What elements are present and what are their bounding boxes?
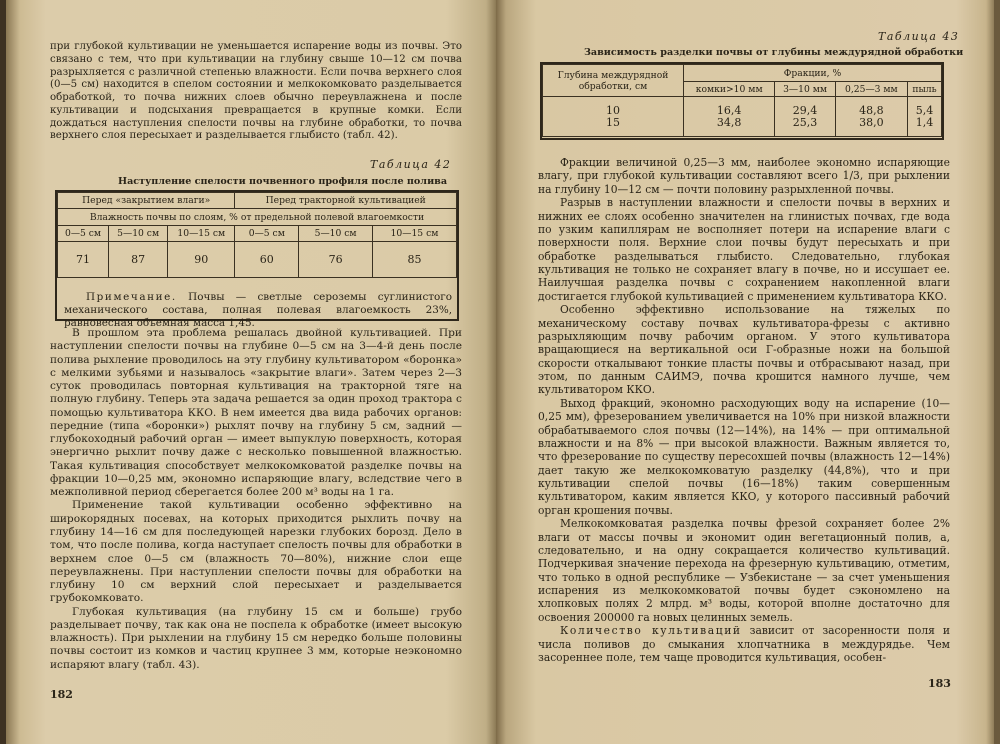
table42-note — [64, 291, 452, 331]
paragraph: В прошлом эта проблема решалась двойной культивацией. При наступлении спелости почвы на глубине 0—5 см на 3—4-й день после полива рыхление проводилось на эту глубину культиватором «боронка» с мелкими зубьями и называлось «закрытие влаги». Затем через 2—3 суток проводилась повторная культивация на тракторной тяге на полную глубину. Теперь эта задача решается за один проход трактора с помощью культиватора ККО. В нем имеется два вида рабочих органов: передние (типа «боронки») рыхлят почву на глубину 5 см, задний — глубокоходный рабочий орган — имеет выпуклую поверхность, которая энергично рыхлит почву даже с несколько повышенной влажностью. Такая культивация способствует мелкокомковатой разделке почвы на фракции 10—0,25 мм, экономно испаряющие влагу, вследствие чего в межполивной период сберегается более 200 м³ воды на 1 га. — [50, 327, 462, 499]
table42-col: 10—15 см — [372, 226, 456, 242]
left-bottom-text — [50, 327, 462, 672]
table43 — [542, 64, 942, 137]
table42-cell: 85 — [372, 242, 456, 278]
table42-col: 5—10 см — [109, 226, 168, 242]
left-top-text — [50, 41, 462, 143]
table42-col: 0—5 см — [58, 226, 109, 242]
table43-col: комки>10 мм — [684, 82, 775, 97]
table42 — [57, 192, 457, 278]
table42-cell: 76 — [299, 242, 373, 278]
table42-cell: 87 — [109, 242, 168, 278]
table43-value: 16,4 — [716, 103, 742, 117]
table43-value: 38,0 — [859, 115, 884, 129]
table43-col: 0,25—3 мм — [835, 82, 907, 97]
table43-row-header: Глубина междурядной обработки, см — [543, 65, 684, 97]
table43-value: 29,4 — [792, 103, 818, 117]
note-text: Почвы — светлые сероземы суглинистого механического состава, полная полевая влагоемкость 23%, равновесная объемная масса 1,45. — [64, 291, 452, 330]
table43-value: 1,4 — [915, 115, 934, 129]
paragraph: Разрыв в наступлении влажности и спелости почвы в верхних и нижних ее слоях особенно значителен на глинистых почвах, где вода по узким капиллярам не восполняет потери на испарение влаги с поверхности поля. Верхние слои почвы будут пересыхать и при обработке разделываться глыбисто. Следовательно, глубокая культивация не только не сохраняет влагу в почве, но и иссушает ее. Наилучшая разделка почвы с сохранением накопленной влаги достигается глубокой культивацией с применением культиватора ККО. — [538, 196, 950, 303]
page-number-left: 182 — [50, 688, 73, 701]
paragraph: Мелкокомковатая разделка почвы фрезой сохраняет более 2% влаги от массы почвы и экономит один вегетационный полив, а, следовательно, и на одну сокращается количество культиваций. Подчеркивая значение перехода на фрезерную культивацию, отметим, что только в одной республике — Узбекистане — за счет уменьшения испарения из мелкокомковатой почвы будет сэкономлено на хлопковых полях 2 млрд. м³ воды, которой вполне достаточно для освоения 200000 га новых целинных земель. — [538, 517, 950, 624]
table42-col: 10—15 см — [168, 226, 235, 242]
table42-cell: 71 — [58, 242, 109, 278]
table43-cell — [907, 97, 941, 137]
page-number-right: 183 — [928, 677, 951, 690]
table43-cell — [835, 97, 907, 137]
table42-subheader: Влажность почвы по слоям, % от предельной полевой влагоемкости — [58, 209, 457, 226]
table43-value: 5,4 — [915, 103, 934, 117]
table43-cell — [775, 97, 835, 137]
paragraph: при глубокой культивации не уменьшается испарение воды из почвы. Это связано с тем, что при культивации на глубину свыше 10—12 см почва разрыхляется с различной степенью влажности. Если почва верхнего слоя (0—5 см) находится в спелом состоянии и мелкокомковато разделывается обработкой, то почва нижних слоев обычно переувлажнена и после культивации и подсыхания превращается в крупные комки. Если дождаться наступления спелости почвы на глубине обработки, то почва верхнего слоя пересыхает и разделывается глыбисто (табл. 42). — [50, 41, 462, 142]
table43-col: 3—10 мм — [775, 82, 835, 97]
table43-depth: 15 — [606, 115, 620, 129]
table43-depths — [543, 97, 684, 137]
table42-col: 0—5 см — [235, 226, 299, 242]
paragraph-rest: зависит от засоренности поля и числа поливов до смыкания хлопчатника в междурядье. Чем засореннее поле, тем чаще проводится культивация, особен- — [538, 624, 950, 664]
paragraph: Выход фракций, экономно расходующих воду на испарение (10—0,25 мм), фрезерованием увеличивается на 10% при низкой влажности обрабатываемого слоя почвы (12—14%), на 14% — при оптимальной влажности и на 8% — при высокой влажности. Важным является то, что фрезерование по существу пересохшей почвы (влажность 12—14%) дает такую же мелкокомковатую разделку (44,8%), что и при культивации спелой почвы (16—18%) таким совершенным культиватором, каким является ККО, у которого пассивный рабочий орган крошения почвы. — [538, 396, 950, 517]
paragraph-last — [538, 624, 950, 664]
table43-value: 48,8 — [859, 103, 884, 117]
table42-cell: 60 — [235, 242, 299, 278]
table43-cell — [684, 97, 775, 137]
table43-col: пыль — [907, 82, 941, 97]
table43-label: Таблица 43 — [878, 30, 960, 43]
left-page — [6, 0, 496, 744]
paragraph: Глубокая культивация (на глубину 15 см и больше) грубо разделывает почву, так как она не поспела к обработке (имеет высокую влажность). При рыхлении на глубину 15 см нередко больше половины почвы состоит из комков и частиц крупнее 3 мм, которые неэкономно испаряют влагу (табл. 43). — [50, 605, 462, 671]
note-label: Примечание. — [86, 291, 177, 303]
table42-col: 5—10 см — [299, 226, 373, 242]
table42-group2: Перед тракторной культивацией — [235, 193, 457, 209]
table43-title: Зависимость разделки почвы от глубины междурядной обработки — [584, 47, 964, 58]
paragraph: Особенно эффективно использование на тяжелых по механическому составу почвах культиватора-фрезы с активно разрыхляющим почву рабочим органом. У этого культиватора вращающиеся на вертикальной оси Г-образные ножи на большой скорости откалывают тонкие пласты почвы и отбрасывают назад, при этом, по данным САИМЭ, почва крошится намного лучше, чем культиватором ККО. — [538, 303, 950, 397]
table43-depth: 10 — [606, 103, 620, 117]
table43-value: 34,8 — [716, 115, 742, 129]
right-text — [538, 156, 950, 664]
paragraph: Применение такой культивации особенно эффективно на широкорядных посевах, на которых приходится рыхлить почву на глубину 14—16 см для последующей нарезки глубоких борозд. Дело в том, что после полива, когда наступает спелость почвы для обработки в верхнем слое 0—5 см (влажность 70—80%), нижние слои еще переувлажнены. При наступлении спелости почвы для обработки на глубину 10 см верхний слой пересыхает и разделывается грубокомковато. — [50, 499, 462, 605]
paragraph: Фракции величиной 0,25—3 мм, наиболее экономно испаряющие влагу, при глубокой культивации составляют всего 1/3, при рыхлении на глубину 10—12 см — почти половину разрыхленной почвы. — [538, 156, 950, 196]
table42-title: Наступление спелости почвенного профиля после полива — [118, 176, 448, 187]
right-page — [496, 0, 994, 744]
table42-label: Таблица 42 — [370, 158, 452, 171]
table42-cell: 90 — [168, 242, 235, 278]
table43-group-header: Фракции, % — [684, 65, 942, 82]
table42-group1: Перед «закрытием влаги» — [58, 193, 235, 209]
table43-value: 25,3 — [792, 115, 818, 129]
paragraph-lead: Количество культиваций — [560, 624, 742, 638]
